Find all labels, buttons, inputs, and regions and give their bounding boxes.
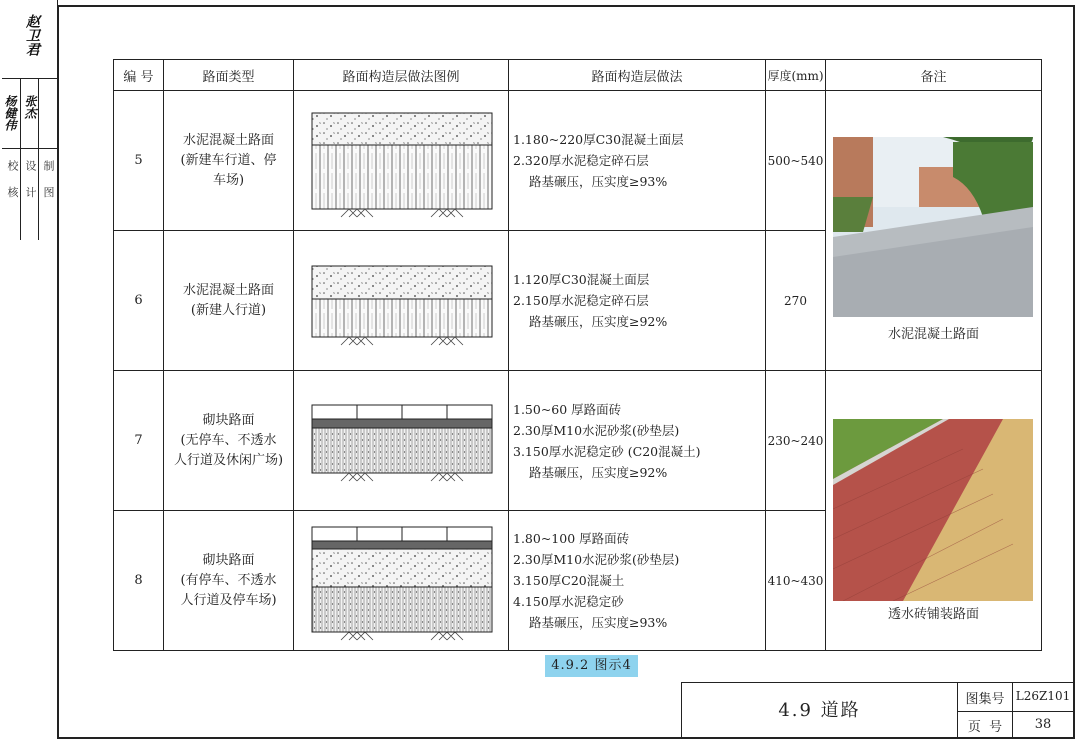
- layer-diagram: [294, 371, 509, 511]
- atlas-label: 图集号: [965, 692, 1005, 707]
- row-number: 7: [114, 371, 164, 511]
- photo1-caption: 水泥混凝土路面: [887, 327, 979, 342]
- note-photo-cell: [826, 371, 1042, 651]
- signature-check: 杨健伟: [3, 95, 17, 131]
- layer-diagram: [294, 91, 509, 231]
- thickness: 500~540: [766, 91, 826, 231]
- header-diagram: 路面构造层做法图例: [294, 60, 509, 91]
- header-thickness: 厚度(mm): [766, 60, 826, 91]
- row-number: 8: [114, 511, 164, 651]
- layer-method: 1.120厚C30混凝土面层 2.150厚水泥稳定碎石层 路基碾压，压实度≥92%: [509, 231, 766, 371]
- note-photo-cell: [826, 91, 1042, 371]
- atlas-value: L26Z101: [1015, 689, 1071, 703]
- pavement-type: 水泥混凝土路面 (新建人行道): [164, 231, 294, 371]
- header-no: 编 号: [114, 60, 164, 91]
- label-drawing: 制 图: [42, 160, 55, 204]
- page-value: 38: [1034, 717, 1052, 732]
- photo2-caption: 透水砖铺装路面: [887, 607, 979, 622]
- table-row: [114, 91, 1042, 231]
- concrete-section-diagram: [294, 91, 509, 230]
- pavement-table: [113, 59, 1042, 651]
- layer-diagram: [294, 511, 509, 651]
- layer-method: 1.80~100 厚路面砖 2.30厚M10水泥砂浆(砂垫层) 3.150厚C20混凝土 4.150厚水泥稳定砂 路基碾压，压实度≥93%: [509, 511, 766, 651]
- pavement-type: 砌块路面 (无停车、不透水 人行道及休闲广场): [164, 371, 294, 511]
- row-number: 6: [114, 231, 164, 371]
- layer-diagram: [294, 231, 509, 371]
- row-number: 5: [114, 91, 164, 231]
- table-row: [114, 371, 1042, 511]
- concrete-sidewalk-section-diagram: [294, 231, 509, 370]
- header-type: 路面类型: [164, 60, 294, 91]
- title-block: [681, 682, 1074, 739]
- block-paving-section-diagram: [294, 371, 509, 510]
- permeable-brick-photo: [833, 419, 1033, 601]
- table-header-row: [114, 60, 1042, 91]
- signature-top: 赵卫君: [24, 14, 40, 56]
- layer-method: 1.180~220厚C30混凝土面层 2.320厚水泥稳定碎石层 路基碾压，压实度≥93%: [509, 91, 766, 231]
- header-method: 路面构造层做法: [509, 60, 766, 91]
- pavement-type: 砌块路面 (有停车、不透水 人行道及停车场): [164, 511, 294, 651]
- layer-method: 1.50~60 厚路面砖 2.30厚M10水泥砂浆(砂垫层) 3.150厚水泥稳定砂 (C20混凝土) 路基碾压，压实度≥92%: [509, 371, 766, 511]
- thickness: 230~240: [766, 371, 826, 511]
- label-design: 设 计: [24, 160, 37, 204]
- header-notes: 备注: [826, 60, 1042, 91]
- figure-caption: 4.9.2 图示4: [545, 655, 638, 677]
- thickness: 270: [766, 231, 826, 371]
- thickness: 410~430: [766, 511, 826, 651]
- approval-sidebar: [0, 0, 58, 240]
- label-check: 校 核: [6, 160, 19, 204]
- page-label: 页 号: [967, 720, 1003, 735]
- concrete-road-photo: [833, 137, 1033, 317]
- parking-block-section-diagram: [294, 511, 509, 650]
- signature-design: 张杰: [23, 95, 37, 119]
- drawing-title: 4.9 道路: [682, 683, 958, 739]
- pavement-type: 水泥混凝土路面 (新建车行道、停 车场): [164, 91, 294, 231]
